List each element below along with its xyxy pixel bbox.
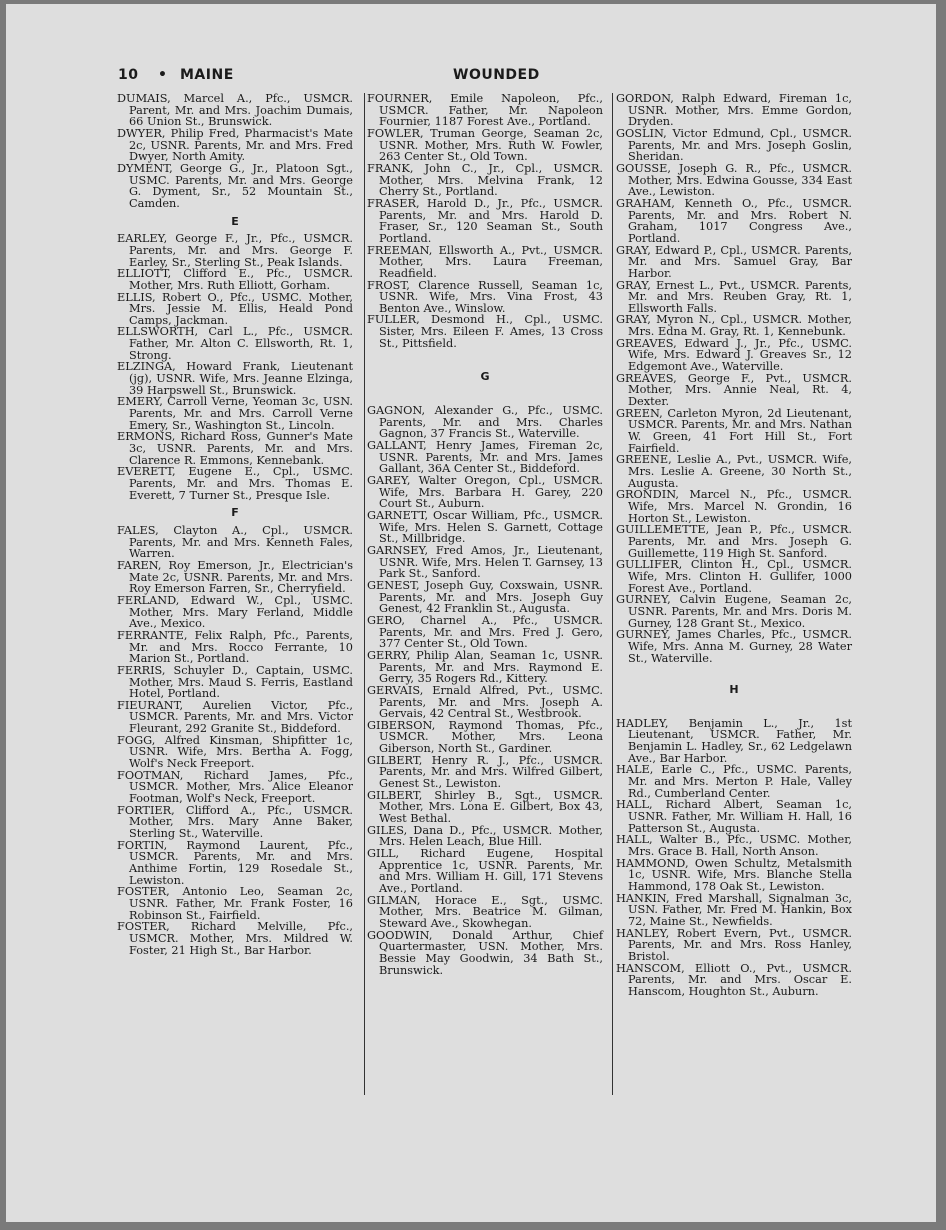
casualty-entry: FOWLER, Truman George, Seaman 2c, USNR. Mother, Mrs. Ruth W. Fowler, 263 Center St., Old Town. [367, 126, 603, 164]
casualty-entry: GOODWIN, Donald Arthur, Chief Quartermaster, USN. Mother, Mrs. Bessie May Goodwin, 34 Bath St., Brunswick. [367, 928, 603, 977]
casualty-entry: FERLAND, Edward W., Cpl., USMC. Mother, Mrs. Mary Ferland, Middle Ave., Mexico. [117, 593, 353, 631]
casualty-entry: GILES, Dana D., Pfc., USMCR. Mother, Mrs. Helen Leach, Blue Hill. [367, 823, 603, 849]
casualty-entry: ELZINGA, Howard Frank, Lieutenant (jg), USNR. Wife, Mrs. Jeanne Elzinga, 39 Harpswell St., Brunswick. [117, 360, 353, 397]
casualty-entry: FOSTER, Richard Melville, Pfc., USMCR. Mother, Mrs. Mildred W. Foster, 21 High St., Bar Harbor. [117, 920, 353, 957]
casualty-entry: GULLIFER, Clinton H., Cpl., USMCR. Wife, Mrs. Clinton H. Gullifer, 1000 Forest Ave., Portland. [616, 558, 852, 595]
casualty-entry: GRAY, Ernest L., Pvt., USMCR. Parents, Mr. and Mrs. Reuben Gray, Rt. 1, Ellsworth Falls. [616, 278, 852, 315]
casualty-entry: GREEN, Carleton Myron, 2d Lieutenant, USMCR. Parents, Mr. and Mrs. Nathan W. Green, 41 Fort Hill St., Fort Fairfield. [616, 406, 853, 455]
casualty-entry: FOURNER, Emile Napoleon, Pfc., USMCR. Father, Mr. Napoleon Fournier, 1187 Forest Ave., Portland. [367, 92, 603, 129]
casualty-entry: GORDON, Ralph Edward, Fireman 1c, USNR. Mother, Mrs. Emme Gordon, Dryden. [616, 92, 852, 129]
casualty-entry: FOSTER, Antonio Leo, Seaman 2c, USNR. Father, Mr. Frank Foster, 16 Robinson St., Fairfield. [117, 885, 353, 922]
casualty-entry: FROST, Clarence Russell, Seaman 1c, USNR. Wife, Mrs. Vina Frost, 43 Benton Ave., Winslow. [367, 278, 603, 315]
page-header [118, 67, 858, 85]
casualty-entry: GARNSEY, Fred Amos, Jr., Lieutenant, USNR. Wife, Mrs. Helen T. Garnsey, 13 Park St., Sanford. [367, 543, 603, 581]
casualty-entry: FAREN, Roy Emerson, Jr., Electrician's Mate 2c, USNR. Parents, Mr. and Mrs. Roy Emerson Farren, Sr., Cherryfield. [117, 558, 353, 596]
casualty-entry: GOUSSE, Joseph G. R., Pfc., USMCR. Mother, Mrs. Edwina Gousse, 334 East Ave., Lewiston. [616, 161, 852, 199]
section-letter: H [729, 683, 739, 697]
section-letter: F [231, 506, 239, 520]
casualty-entry: GERO, Charnel A., Pfc., USMCR. Parents, Mr. and Mrs. Fred J. Gero, 377 Center St., Old Town. [367, 613, 603, 651]
casualty-entry: EMERY, Carroll Verne, Yeoman 3c, USN. Parents, Mr. and Mrs. Carroll Verne Emery, Sr., Washington St., Lincoln. [117, 395, 353, 432]
casualty-entry: FORTIN, Raymond Laurent, Pfc., USMCR. Parents, Mr. and Mrs. Anthime Fortin, 129 Rosedale St., Lewiston. [117, 838, 353, 887]
casualty-entry: HANSCOM, Elliott O., Pvt., USMCR. Parents, Mr. and Mrs. Oscar E. Hanscom, Houghton St., Auburn. [616, 961, 852, 998]
casualty-entry: GILMAN, Horace E., Sgt., USMC. Mother, Mrs. Beatrice M. Gilman, Steward Ave., Skowhegan. [367, 893, 603, 930]
casualty-entry: GIBERSON, Raymond Thomas, Pfc., USMCR. Mother, Mrs. Leona Giberson, North St., Gardiner. [367, 718, 603, 756]
column-divider [612, 93, 613, 1095]
casualty-entry: ELLIOTT, Clifford E., Pfc., USMCR. Mother, Mrs. Ruth Elliott, Gorham. [117, 267, 353, 292]
casualty-entry: GREAVES, Edward J., Jr., Pfc., USMC. Wife, Mrs. Edward J. Greaves Sr., 12 Edgemont Ave., Waterville. [616, 336, 852, 374]
casualty-entry: HANKIN, Fred Marshall, Signalman 3c, USN. Father, Mr. Fred M. Hankin, Box 72, Maine St., Newfields. [616, 891, 852, 928]
casualty-entry: FULLER, Desmond H., Cpl., USMC. Sister, Mrs. Eileen F. Ames, 13 Cross St., Pittsfield. [367, 313, 603, 350]
casualty-entry: HALE, Earle C., Pfc., USMC. Parents, Mr. and Mrs. Merton P. Hale, Valley Rd., Cumberland Center. [616, 763, 852, 800]
casualty-entry: GERRY, Philip Alan, Seaman 1c, USNR. Parents, Mr. and Mrs. Raymond E. Gerry, 35 Rogers Rd., Kittery. [367, 648, 603, 686]
casualty-entry: GARNETT, Oscar William, Pfc., USMCR. Wife, Mrs. Helen S. Garnett, Cottage St., Millbridge. [367, 509, 603, 546]
column-1 [117, 93, 353, 956]
casualty-entry: ELLIS, Robert O., Pfc., USMC. Mother, Mrs. Jessie M. Ellis, Heald Pond Camps, Jackman. [117, 290, 353, 327]
column-3 [616, 93, 852, 998]
casualty-entry: GALLANT, Henry James, Fireman 2c, USNR. Parents, Mr. and Mrs. James Gallant, 36A Center St., Biddeford. [367, 439, 603, 476]
casualty-entry: HALL, Richard Albert, Seaman 1c, USNR. Father, Mr. William H. Hall, 16 Patterson St., Augusta. [616, 798, 852, 835]
casualty-entry: HADLEY, Benjamin L., Jr., 1st Lieutenant, USMCR. Father, Mr. Benjamin L. Hadley, Sr., 62 Ledgelawn Ave., Bar Harbor. [616, 716, 852, 765]
column-2 [367, 93, 603, 976]
casualty-entry: EARLEY, George F., Jr., Pfc., USMCR. Parents, Mr. and Mrs. George F. Earley, Sr., Sterling St., Peak Islands. [117, 232, 353, 269]
casualty-entry: ELLSWORTH, Carl L., Pfc., USMCR. Father, Mr. Alton C. Ellsworth, Rt. 1, Strong. [117, 325, 353, 362]
casualty-entry: GRAY, Myron N., Cpl., USMCR. Mother, Mrs. Edna M. Gray, Rt. 1, Kennebunk. [616, 313, 852, 339]
casualty-entry: FOGG, Alfred Kinsman, Shipfitter 1c, USNR. Wife, Mrs. Bertha A. Fogg, Wolf's Neck Freeport. [117, 733, 353, 771]
casualty-entry: GRAHAM, Kenneth O., Pfc., USMCR. Parents, Mr. and Mrs. Robert N. Graham, 1017 Congress Ave., Portland. [616, 196, 852, 245]
casualty-entry: EVERETT, Eugene E., Cpl., USMC. Parents, Mr. and Mrs. Thomas E. Everett, 7 Turner St., Presque Isle. [117, 465, 353, 502]
document-page [6, 4, 936, 1222]
casualty-entry: GREENE, Leslie A., Pvt., USMCR. Wife, Mrs. Leslie A. Greene, 30 North St., Augusta. [616, 453, 852, 490]
section-letter: G [480, 370, 490, 384]
casualty-entry: FOOTMAN, Richard James, Pfc., USMCR. Mother, Mrs. Alice Eleanor Footman, Wolf's Neck, Freeport. [117, 768, 353, 806]
casualty-entry: FORTIER, Clifford A., Pfc., USMCR. Mother, Mrs. Mary Anne Baker, Sterling St., Waterville. [117, 803, 353, 841]
column-divider [364, 93, 365, 1095]
casualty-entry: GAGNON, Alexander G., Pfc., USMC. Parents, Mr. and Mrs. Charles Gagnon, 37 Francis St., Waterville. [367, 404, 603, 441]
casualty-entry: FRANK, John C., Jr., Cpl., USMCR. Mother, Mrs. Melvina Frank, 12 Cherry St., Portland. [367, 161, 603, 199]
casualty-entry: DYMENT, George G., Jr., Platoon Sgt., USMC. Parents, Mr. and Mrs. George G. Dyment, Sr., 52 Mountain St., Camden. [117, 161, 353, 210]
state-name: MAINE [180, 67, 234, 83]
casualty-entry: GENEST, Joseph Guy, Coxswain, USNR. Parents, Mr. and Mrs. Joseph Guy Genest, 42 Franklin St., Augusta. [367, 578, 603, 616]
section-letter: E [231, 214, 239, 228]
casualty-entry: FALES, Clayton A., Cpl., USMCR. Parents, Mr. and Mrs. Kenneth Fales, Warren. [117, 523, 353, 561]
casualty-entry: HAMMOND, Owen Schultz, Metalsmith 1c, USNR. Wife, Mrs. Blanche Stella Hammond, 178 Oak St., Lewiston. [616, 856, 852, 893]
casualty-entry: GERVAIS, Ernald Alfred, Pvt., USMC. Parents, Mr. and Mrs. Joseph A. Gervais, 42 Central St., Westbrook. [367, 683, 603, 721]
casualty-entry: FIEURANT, Aurelien Victor, Pfc., USMCR. Parents, Mr. and Mrs. Victor Fleurant, 292 Granite St., Biddeford. [117, 698, 353, 736]
casualty-entry: ERMONS, Richard Ross, Gunner's Mate 3c, USNR. Parents, Mr. and Mrs. Clarence R. Emmons, Kennebank. [117, 430, 353, 467]
casualty-entry: GURNEY, James Charles, Pfc., USMCR. Wife, Mrs. Anna M. Gurney, 28 Water St., Waterville. [616, 628, 852, 665]
casualty-entry: DUMAIS, Marcel A., Pfc., USMCR. Parent, Mr. and Mrs. Joachim Dumais, 66 Union St., Brunswick. [117, 92, 353, 129]
casualty-entry: GREAVES, George F., Pvt., USMCR. Mother, Mrs. Annie Neal, Rt. 4, Dexter. [616, 371, 852, 409]
casualty-entry: FERRIS, Schuyler D., Captain, USMC. Mother, Mrs. Maud S. Ferris, Eastland Hotel, Portland. [117, 663, 353, 701]
casualty-entry: DWYER, Philip Fred, Pharmacist's Mate 2c, USNR. Parents, Mr. and Mrs. Fred Dwyer, North Amity. [117, 126, 353, 164]
casualty-entry: HALL, Walter B., Pfc., USMC. Mother, Mrs. Grace B. Hall, North Anson. [616, 833, 852, 859]
casualty-entry: FRASER, Harold D., Jr., Pfc., USMCR. Parents, Mr. and Mrs. Harold D. Fraser, Sr., 120 Seaman St., South Portland. [367, 196, 603, 245]
casualty-entry: GILBERT, Shirley B., Sgt., USMCR. Mother, Mrs. Lona E. Gilbert, Box 43, West Bethal. [367, 788, 603, 826]
header-bullet: • [158, 67, 168, 83]
casualty-entry: GILL, Richard Eugene, Hospital Apprentice 1c, USNR. Parents, Mr. and Mrs. William H. Gill, 171 Stevens Ave., Portland. [367, 847, 603, 895]
casualty-entry: FREEMAN, Ellsworth A., Pvt., USMCR. Mother, Mrs. Laura Freeman, Readfield. [367, 243, 603, 280]
casualty-entry: GRONDIN, Marcel N., Pfc., USMCR. Wife, Mrs. Marcel N. Grondin, 16 Horton St., Lewiston. [616, 488, 852, 525]
casualty-entry: GILBERT, Henry R. J., Pfc., USMCR. Parents, Mr. and Mrs. Wilfred Gilbert, Genest St., Lewiston. [367, 753, 603, 791]
casualty-entry: HANLEY, Robert Evern, Pvt., USMCR. Parents, Mr. and Mrs. Ross Hanley, Bristol. [616, 926, 852, 963]
casualty-entry: GAREY, Walter Oregon, Cpl., USMCR. Wife, Mrs. Barbara H. Garey, 220 Court St., Auburn. [367, 474, 603, 511]
casualty-entry: GRAY, Edward P., Cpl., USMCR. Parents, Mr. and Mrs. Samuel Gray, Bar Harbor. [616, 243, 852, 280]
casualty-entry: GURNEY, Calvin Eugene, Seaman 2c, USNR. Parents, Mr. and Mrs. Doris M. Gurney, 128 Grant St., Mexico. [616, 593, 852, 630]
casualty-entry: GUILLEMETTE, Jean P., Pfc., USMCR. Parents, Mr. and Mrs. Joseph G. Guillemette, 119 High St. Sanford. [616, 523, 852, 560]
page-number: 10 [118, 67, 139, 83]
casualty-entry: FERRANTE, Felix Ralph, Pfc., Parents, Mr. and Mrs. Rocco Ferrante, 10 Marion St., Portland. [117, 628, 353, 666]
casualty-entry: GOSLIN, Victor Edmund, Cpl., USMCR. Parents, Mr. and Mrs. Joseph Goslin, Sheridan. [616, 126, 852, 164]
section-title: WOUNDED [453, 67, 540, 83]
